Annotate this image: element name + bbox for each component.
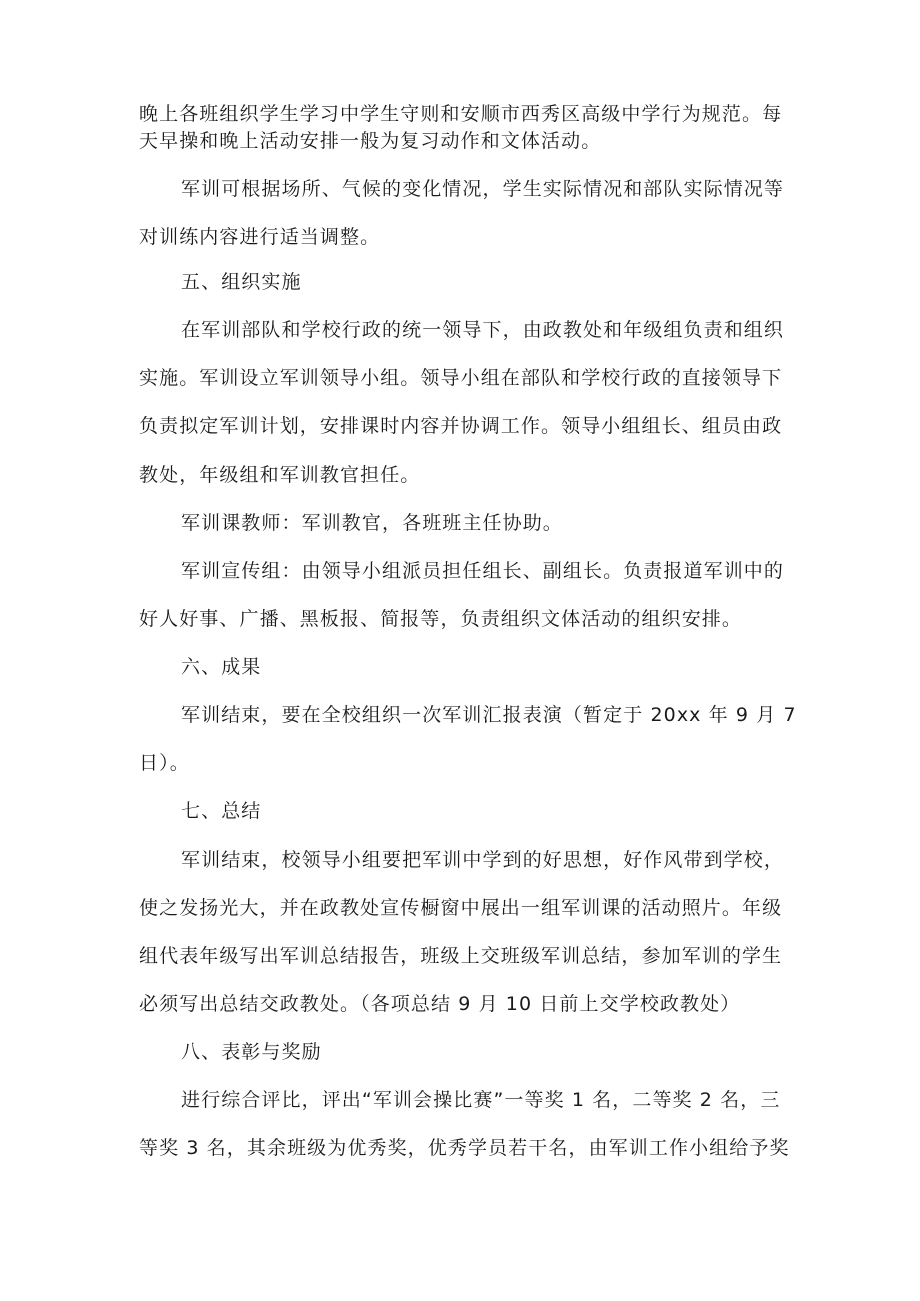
section-heading: 五、组织实施 — [181, 271, 302, 293]
text-line: 等奖 3 名，其余班级为优秀奖，优秀学员若干名，由军训工作小组给予奖 — [139, 1137, 790, 1159]
text-line: 使之发扬光大，并在政教处宣传橱窗中展出一组军训课的活动照片。年级 — [139, 897, 783, 919]
section-heading: 八、表彰与奖励 — [181, 1041, 322, 1063]
text-line: 对训练内容进行适当调整。 — [139, 226, 381, 248]
text-line: 天早操和晚上活动安排一般为复习动作和文体活动。 — [139, 130, 602, 152]
text-line: 好人好事、广播、黑板报、简报等，负责组织文体活动的组织安排。 — [139, 608, 743, 630]
text-line: 军训结束，要在全校组织一次军训汇报表演（暂定于 20xx 年 9 月 7 — [181, 704, 797, 726]
text-line: 晚上各班组织学生学习中学生守则和安顺市西秀区高级中学行为规范。每 — [139, 103, 783, 125]
text-line: 军训可根据场所、气候的变化情况，学生实际情况和部队实际情况等 — [181, 178, 785, 200]
section-heading: 七、总结 — [181, 800, 262, 822]
text-line: 日）。 — [139, 752, 190, 774]
text-line: 军训课教师：军训教官，各班班主任协助。 — [181, 512, 563, 534]
text-line: 教处，年级组和军训教官担任。 — [139, 464, 421, 486]
text-line: 负责拟定军训计划，安排课时内容并协调工作。领导小组组长、组员由政 — [139, 415, 783, 437]
section-heading: 六、成果 — [181, 656, 262, 678]
text-line: 军训宣传组：由领导小组派员担任组长、副组长。负责报道军训中的 — [181, 560, 785, 582]
text-line: 实施。军训设立军训领导小组。领导小组在部队和学校行政的直接领导下 — [139, 367, 783, 389]
text-line: 进行综合评比，评出“军训会操比赛”一等奖 1 名，二等奖 2 名，三 — [181, 1089, 781, 1111]
text-line: 必须写出总结交政教处。（各项总结 9 月 10 日前上交学校政教处） — [139, 993, 741, 1015]
text-line: 组代表年级写出军训总结报告，班级上交班级军训总结，参加军训的学生 — [139, 945, 783, 967]
text-line: 军训结束，校领导小组要把军训中学到的好思想，好作风带到学校， — [181, 849, 785, 871]
text-line: 在军训部队和学校行政的统一领导下，由政教处和年级组负责和组织 — [181, 319, 785, 341]
